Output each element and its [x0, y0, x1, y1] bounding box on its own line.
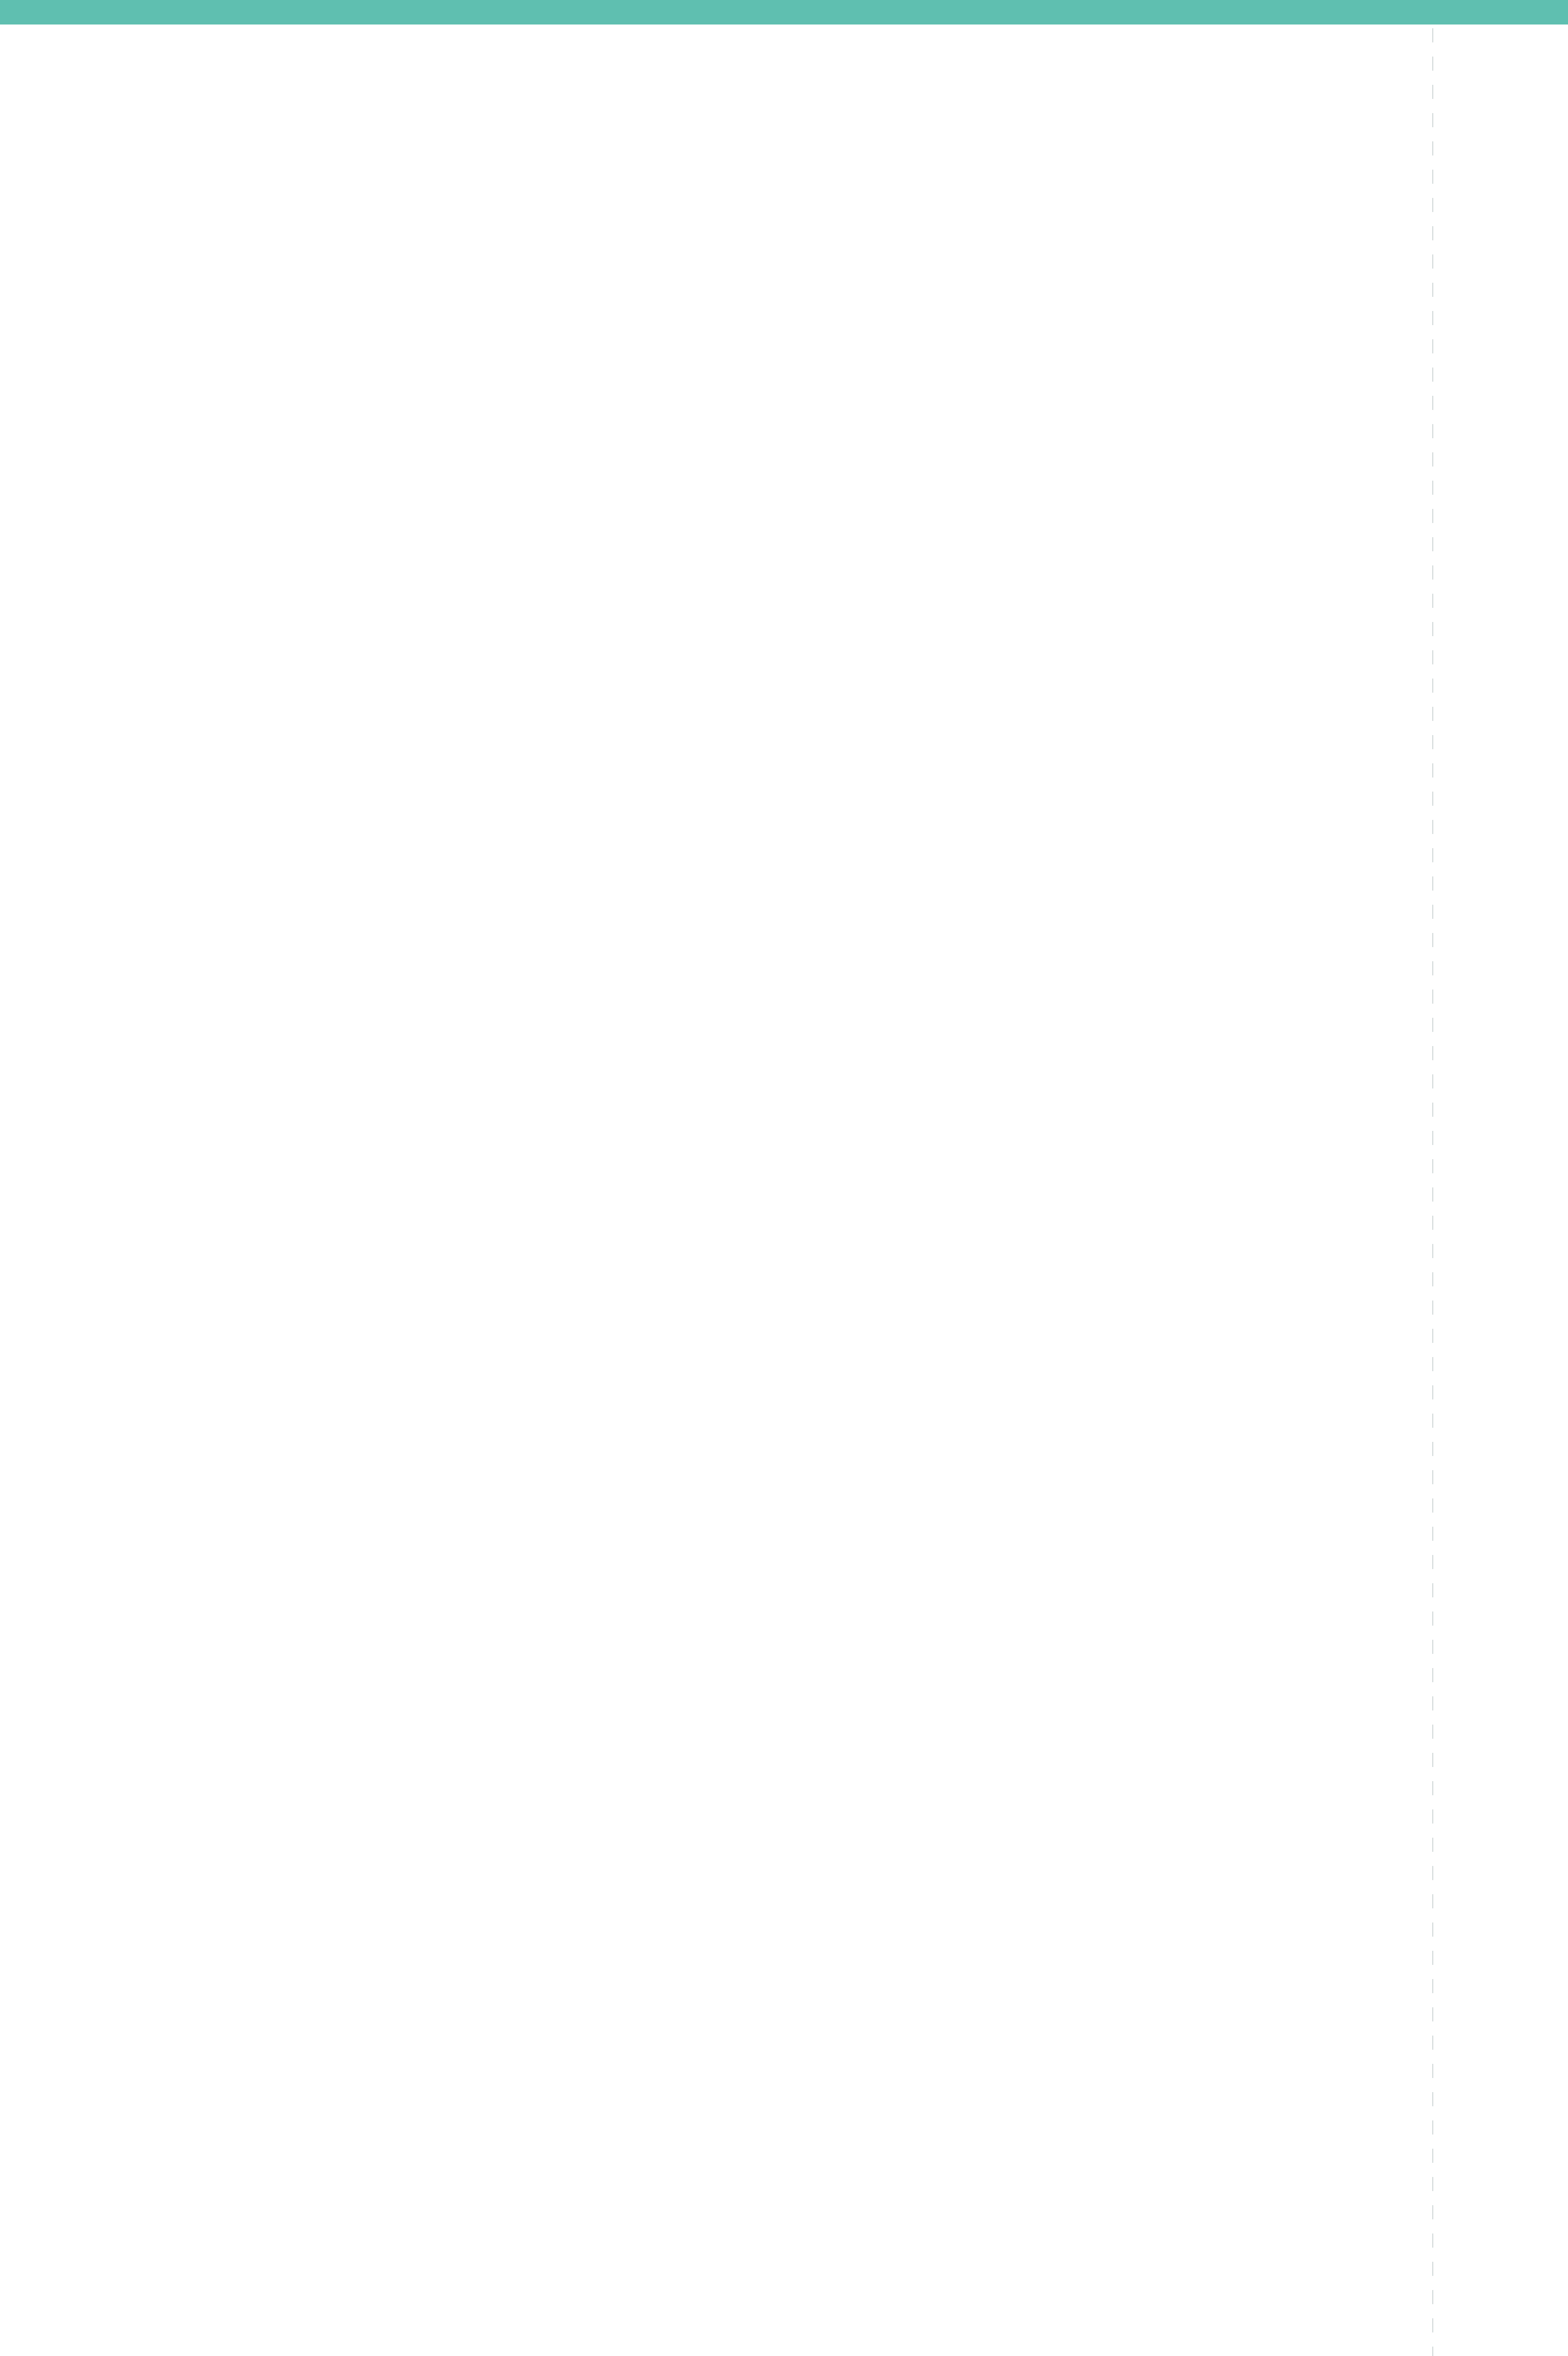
table-row	[0, 288, 1568, 312]
table-row	[0, 335, 1568, 359]
table-row	[0, 123, 1568, 147]
table-row	[0, 383, 1568, 407]
table-row	[0, 218, 1568, 241]
table-row	[0, 312, 1568, 335]
table-row	[0, 265, 1568, 288]
table-row	[0, 28, 1568, 52]
table-row	[0, 170, 1568, 194]
table-row	[0, 99, 1568, 123]
table-row	[0, 241, 1568, 265]
table-header	[0, 0, 1568, 25]
table-row	[0, 75, 1568, 99]
table-row	[0, 194, 1568, 217]
table-row	[0, 454, 1568, 477]
table-row	[0, 147, 1568, 170]
table-row	[0, 478, 1568, 501]
column-divider	[1432, 28, 1433, 2356]
table-body	[0, 28, 1568, 501]
table-row	[0, 360, 1568, 383]
table-row	[0, 430, 1568, 454]
table-row	[0, 52, 1568, 75]
table-row	[0, 407, 1568, 430]
